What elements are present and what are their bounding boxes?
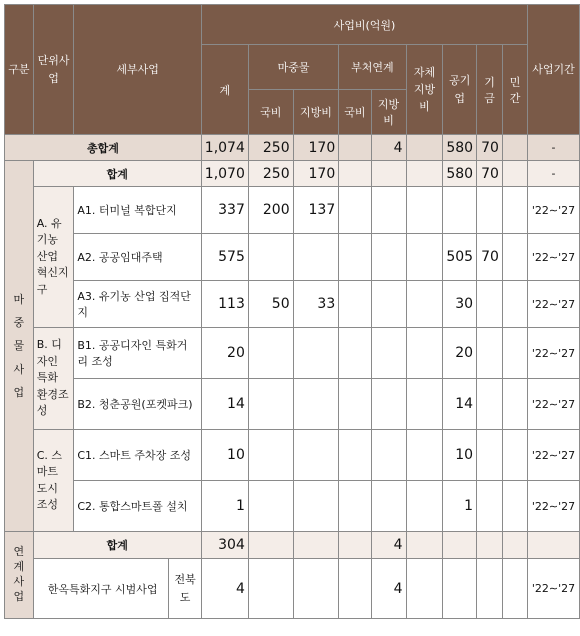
cell-corp: 14	[443, 379, 477, 430]
detail-name: A3. 유기농 산업 집적단지	[74, 281, 201, 328]
cell-buche-national	[339, 187, 371, 234]
linked-subtotal-row	[5, 532, 580, 559]
cell-majung-local	[293, 328, 339, 379]
cell-fund	[477, 187, 503, 234]
table-row	[5, 234, 580, 281]
majung-subtotal-majung-local: 170	[293, 161, 339, 187]
unit-label-a: A. 유기농 산업 혁신지구	[33, 187, 74, 328]
cell-fund	[477, 559, 503, 619]
majung-subtotal-buche-national	[339, 161, 371, 187]
majung-subtotal-private	[502, 161, 527, 187]
header-buche-local: 지방비	[371, 90, 406, 135]
header-majung-national: 국비	[248, 90, 293, 135]
header-unit: 단위사업	[33, 5, 74, 135]
table-row	[5, 328, 580, 379]
cell-period: '22∼'27	[528, 559, 580, 619]
cell-buche-local	[371, 379, 406, 430]
cell-private	[502, 559, 527, 619]
cell-period: '22∼'27	[528, 328, 580, 379]
linked-subtotal-majung-national	[248, 532, 293, 559]
header-majung: 마중물	[248, 45, 338, 90]
budget-table	[4, 4, 580, 619]
header-buche: 부처연계	[339, 45, 406, 90]
linked-subtotal-majung-local	[293, 532, 339, 559]
cell-period: '22∼'27	[528, 481, 580, 532]
majung-subtotal-period: -	[528, 161, 580, 187]
cell-majung-local	[293, 234, 339, 281]
cell-period: '22∼'27	[528, 281, 580, 328]
cell-buche-local	[371, 281, 406, 328]
cell-private	[502, 328, 527, 379]
cell-own	[406, 187, 443, 234]
grand-total-private	[502, 135, 527, 161]
table-row	[5, 559, 580, 619]
cell-majung-national: 50	[248, 281, 293, 328]
grand-total-buche-national	[339, 135, 371, 161]
header-total: 계	[201, 45, 248, 135]
cell-private	[502, 379, 527, 430]
header-private: 민간	[502, 45, 527, 135]
cell-corp: 20	[443, 328, 477, 379]
linked-section-label: 연 계 사 업	[5, 532, 34, 619]
cell-corp: 505	[443, 234, 477, 281]
grand-total-corp: 580	[443, 135, 477, 161]
linked-subtotal-own	[406, 532, 443, 559]
majung-subtotal-total: 1,070	[201, 161, 248, 187]
cell-total: 575	[201, 234, 248, 281]
cell-buche-local	[371, 328, 406, 379]
grand-total-label: 총합계	[5, 135, 202, 161]
grand-total-own	[406, 135, 443, 161]
linked-subtotal-label: 합계	[33, 532, 201, 559]
cell-corp: 30	[443, 281, 477, 328]
header-period: 사업기간	[528, 5, 580, 135]
cell-period: '22∼'27	[528, 379, 580, 430]
cell-fund	[477, 481, 503, 532]
cell-period: '22∼'27	[528, 187, 580, 234]
cell-corp	[443, 187, 477, 234]
cell-majung-local: 33	[293, 281, 339, 328]
cell-majung-local	[293, 430, 339, 481]
cell-majung-national	[248, 481, 293, 532]
detail-name: A2. 공공임대주택	[74, 234, 201, 281]
linked-subtotal-private	[502, 532, 527, 559]
cell-private	[502, 481, 527, 532]
cell-total: 20	[201, 328, 248, 379]
cell-fund	[477, 328, 503, 379]
cell-total: 10	[201, 430, 248, 481]
cell-majung-national	[248, 379, 293, 430]
cell-own	[406, 379, 443, 430]
cell-buche-local	[371, 481, 406, 532]
detail-name: A1. 터미널 복합단지	[74, 187, 201, 234]
linked-subtotal-period	[528, 532, 580, 559]
grand-total-majung-national: 250	[248, 135, 293, 161]
linked-subtotal-total: 304	[201, 532, 248, 559]
majung-subtotal-buche-local	[371, 161, 406, 187]
majung-section-label: 마 중 물 사 업	[5, 161, 34, 532]
cell-buche-local	[371, 187, 406, 234]
header-own-local: 자체지방비	[406, 45, 443, 135]
cell-majung-local: 137	[293, 187, 339, 234]
majung-subtotal-corp: 580	[443, 161, 477, 187]
header-buche-national: 국비	[339, 90, 371, 135]
grand-total-total: 1,074	[201, 135, 248, 161]
detail-name: B1. 공공디자인 특화거리 조성	[74, 328, 201, 379]
detail-name: B2. 청춘공원(포켓파크)	[74, 379, 201, 430]
cell-majung-local	[293, 559, 339, 619]
cell-own	[406, 234, 443, 281]
cell-majung-national	[248, 328, 293, 379]
unit-label-b: B. 디자인 특화 환경조성	[33, 328, 74, 430]
cell-own	[406, 328, 443, 379]
linked-subtotal-fund	[477, 532, 503, 559]
cell-majung-national: 200	[248, 187, 293, 234]
grand-total-buche-local: 4	[371, 135, 406, 161]
linked-subtotal-buche-local: 4	[371, 532, 406, 559]
region-label: 전북도	[169, 559, 201, 619]
cell-buche-national	[339, 281, 371, 328]
detail-name: 한옥특화지구 시범사업	[33, 559, 169, 619]
majung-subtotal-label: 합계	[33, 161, 201, 187]
cell-private	[502, 281, 527, 328]
cell-total: 337	[201, 187, 248, 234]
table-row	[5, 379, 580, 430]
grand-total-period: -	[528, 135, 580, 161]
cell-total: 113	[201, 281, 248, 328]
grand-total-fund: 70	[477, 135, 503, 161]
cell-majung-national	[248, 559, 293, 619]
linked-subtotal-buche-national	[339, 532, 371, 559]
header-majung-local: 지방비	[293, 90, 339, 135]
unit-label-c: C. 스마트 도시 조성	[33, 430, 74, 532]
majung-subtotal-row	[5, 161, 580, 187]
cell-own	[406, 559, 443, 619]
cell-total: 1	[201, 481, 248, 532]
cell-buche-national	[339, 328, 371, 379]
cell-majung-national	[248, 430, 293, 481]
detail-name: C2. 통합스마트폴 설치	[74, 481, 201, 532]
cell-own	[406, 430, 443, 481]
cell-buche-national	[339, 430, 371, 481]
cell-private	[502, 187, 527, 234]
cell-buche-local: 4	[371, 559, 406, 619]
table-row	[5, 430, 580, 481]
grand-total-majung-local: 170	[293, 135, 339, 161]
cell-corp: 10	[443, 430, 477, 481]
header-public-corp: 공기업	[443, 45, 477, 135]
cell-fund	[477, 430, 503, 481]
cell-buche-national	[339, 559, 371, 619]
cell-total: 4	[201, 559, 248, 619]
cell-buche-national	[339, 234, 371, 281]
cell-buche-national	[339, 481, 371, 532]
header-detail: 세부사업	[74, 5, 201, 135]
header-fund: 기금	[477, 45, 503, 135]
table-row	[5, 481, 580, 532]
cell-period: '22∼'27	[528, 234, 580, 281]
detail-name: C1. 스마트 주차장 조성	[74, 430, 201, 481]
cell-private	[502, 430, 527, 481]
cell-majung-local	[293, 481, 339, 532]
cell-fund	[477, 379, 503, 430]
cell-total: 14	[201, 379, 248, 430]
majung-subtotal-own	[406, 161, 443, 187]
cell-period: '22∼'27	[528, 430, 580, 481]
table-row	[5, 281, 580, 328]
cell-own	[406, 281, 443, 328]
cell-corp: 1	[443, 481, 477, 532]
cell-buche-local	[371, 430, 406, 481]
cell-fund: 70	[477, 234, 503, 281]
cell-buche-national	[339, 379, 371, 430]
linked-subtotal-corp	[443, 532, 477, 559]
cell-buche-local	[371, 234, 406, 281]
budget-table-container	[4, 4, 580, 619]
header-budget: 사업비(억원)	[201, 5, 527, 45]
grand-total-row	[5, 135, 580, 161]
cell-own	[406, 481, 443, 532]
cell-majung-national	[248, 234, 293, 281]
cell-corp	[443, 559, 477, 619]
header-gubun: 구분	[5, 5, 34, 135]
cell-private	[502, 234, 527, 281]
majung-subtotal-fund: 70	[477, 161, 503, 187]
cell-fund	[477, 281, 503, 328]
majung-subtotal-majung-national: 250	[248, 161, 293, 187]
table-row	[5, 187, 580, 234]
cell-majung-local	[293, 379, 339, 430]
